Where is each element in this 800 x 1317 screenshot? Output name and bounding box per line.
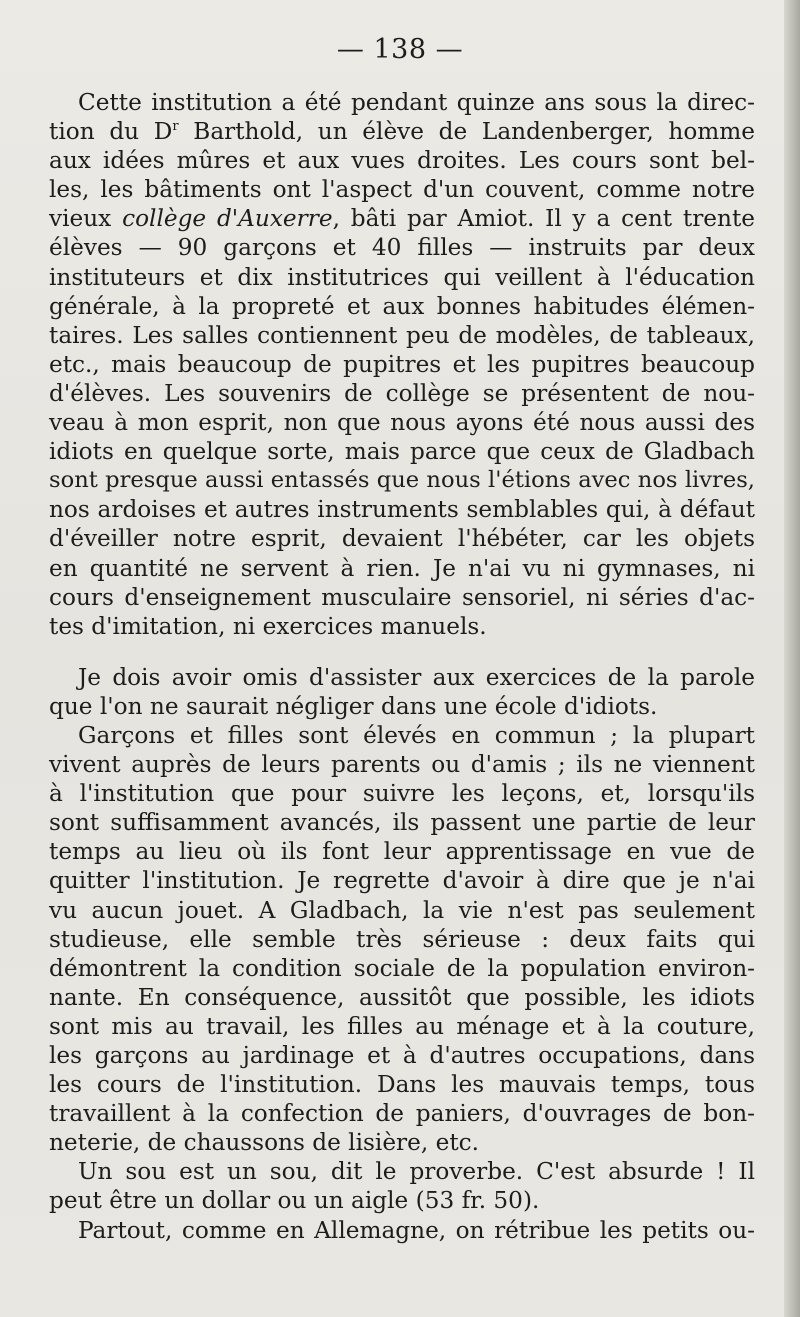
text-line (49, 437, 755, 466)
text-line (49, 117, 755, 146)
text-line (49, 1070, 755, 1099)
line-text: vieux (49, 205, 123, 233)
text-line (49, 779, 755, 808)
line-text: cours d'enseignement musculaire sensoriel, ni séries d'ac- (49, 583, 755, 611)
text-line (49, 350, 755, 379)
text-line (49, 146, 755, 175)
line-text-continued: Barthold, un élève de Landenberger, homme (178, 118, 755, 146)
line-text: Je dois avoir omis d'assister aux exercices de la parole (78, 663, 755, 691)
line-text: sont mis au travail, les filles au ménage et à la couture, (49, 1012, 755, 1040)
line-text: vivent auprès de leurs parents ou d'amis ; ils ne viennent (49, 751, 755, 779)
italic-text: collège d'Auxerre (122, 205, 333, 233)
text-line (49, 612, 755, 641)
line-text: aux idées mûres et aux vues droites. Les cours sont bel- (49, 147, 755, 175)
line-text: en quantité ne servent à rien. Je n'ai vu ni gymnases, ni (49, 554, 755, 582)
text-line (49, 896, 755, 925)
text-line (49, 663, 755, 692)
paragraph-gap (49, 641, 755, 663)
text-line (49, 175, 755, 204)
text-line (49, 750, 755, 779)
line-text: nos ardoises et autres instruments semblables qui, à défaut (49, 496, 755, 524)
text-line (49, 866, 755, 895)
line-text: taires. Les salles contiennent peu de modèles, de tableaux, (49, 321, 755, 349)
text-line (49, 1186, 755, 1215)
superscript: r (172, 119, 179, 135)
line-text: peut être un dollar ou un aigle (53 fr. 50). (49, 1187, 540, 1215)
paragraph (49, 1216, 755, 1245)
line-text: que l'on ne saurait négliger dans une école d'idiots. (49, 692, 658, 720)
line-text: Cette institution a été pendant quinze ans sous la direc- (78, 89, 755, 116)
text-line (49, 204, 755, 233)
text-line (49, 408, 755, 437)
text-line (49, 1157, 755, 1186)
body-text (49, 88, 755, 1245)
line-text: Partout, comme en Allemagne, on rétribue les petits ou- (78, 1216, 755, 1244)
line-text: nante. En conséquence, aussitôt que possible, les idiots (49, 983, 755, 1011)
line-text: sont presque aussi entassés que nous l'étions avec nos livres, (49, 467, 755, 494)
paragraph (49, 663, 755, 721)
text-line (49, 263, 755, 292)
text-line (49, 1041, 755, 1070)
text-line (49, 1012, 755, 1041)
line-text: les, les bâtiments ont l'aspect d'un couvent, comme notre (49, 176, 755, 204)
line-text: quitter l'institution. Je regrette d'avoir à dire que je n'ai (49, 867, 755, 895)
line-text: neterie, de chaussons de lisière, etc. (49, 1129, 479, 1157)
line-text: idiots en quelque sorte, mais parce que ceux de Gladbach (49, 438, 755, 466)
line-text: générale, à la propreté et aux bonnes habitudes élémen- (49, 292, 755, 320)
text-line (49, 1216, 755, 1245)
text-line (49, 554, 755, 583)
text-line (49, 925, 755, 954)
line-text: Garçons et filles sont élevés en commun ; la plupart (78, 721, 755, 749)
text-line (49, 983, 755, 1012)
line-text: élèves — 90 garçons et 40 filles — instruits par deux (49, 234, 755, 262)
paragraph (49, 88, 755, 641)
text-line (49, 524, 755, 553)
line-text: travaillent à la confection de paniers, d'ouvrages de bon- (49, 1100, 755, 1128)
text-line (49, 233, 755, 262)
text-line (49, 88, 755, 117)
paragraph (49, 721, 755, 1157)
text-line (49, 379, 755, 408)
line-text: sont suffisamment avancés, ils passent une partie de leur (49, 809, 755, 837)
text-line (49, 583, 755, 612)
line-text: les cours de l'institution. Dans les mauvais temps, tous (49, 1071, 755, 1099)
text-line (49, 1099, 755, 1128)
text-line (49, 321, 755, 350)
line-text: les garçons au jardinage et à d'autres occupations, dans (49, 1042, 755, 1069)
line-text: Un sou est un sou, dit le proverbe. C'est absurde ! Il (78, 1158, 755, 1186)
page-number: — 138 — (336, 34, 464, 65)
line-text-continued: , bâti par Amiot. Il y a cent trente (332, 205, 755, 233)
text-line (49, 954, 755, 983)
text-line (49, 808, 755, 837)
line-text: tes d'imitation, ni exercices manuels. (49, 612, 487, 640)
line-text: tion du D (49, 118, 173, 146)
line-text: studieuse, elle semble très sérieuse : deux faits qui (49, 925, 755, 953)
line-text: d'élèves. Les souvenirs de collège se présentent de nou- (49, 379, 755, 407)
line-text: veau à mon esprit, non que nous ayons été nous aussi des (49, 409, 755, 437)
text-line (49, 721, 755, 750)
text-line (49, 837, 755, 866)
line-text: instituteurs et dix institutrices qui veillent à l'éducation (49, 263, 755, 291)
line-text: etc., mais beaucoup de pupitres et les pupitres beaucoup (49, 350, 755, 378)
text-line (49, 692, 755, 721)
line-text: à l'institution que pour suivre les leçons, et, lorsqu'ils (49, 780, 755, 808)
line-text: d'éveiller notre esprit, devaient l'hébéter, car les objets (49, 525, 755, 553)
text-line (49, 1128, 755, 1157)
paragraph (49, 1157, 755, 1215)
text-line (49, 495, 755, 524)
line-text: vu aucun jouet. A Gladbach, la vie n'est pas seulement (49, 896, 755, 924)
page-edge-shadow (784, 0, 800, 1317)
line-text: démontrent la condition sociale de la population environ- (49, 954, 755, 982)
text-line (49, 466, 755, 495)
text-line (49, 292, 755, 321)
line-text: temps au lieu où ils font leur apprentissage en vue de (49, 838, 755, 866)
